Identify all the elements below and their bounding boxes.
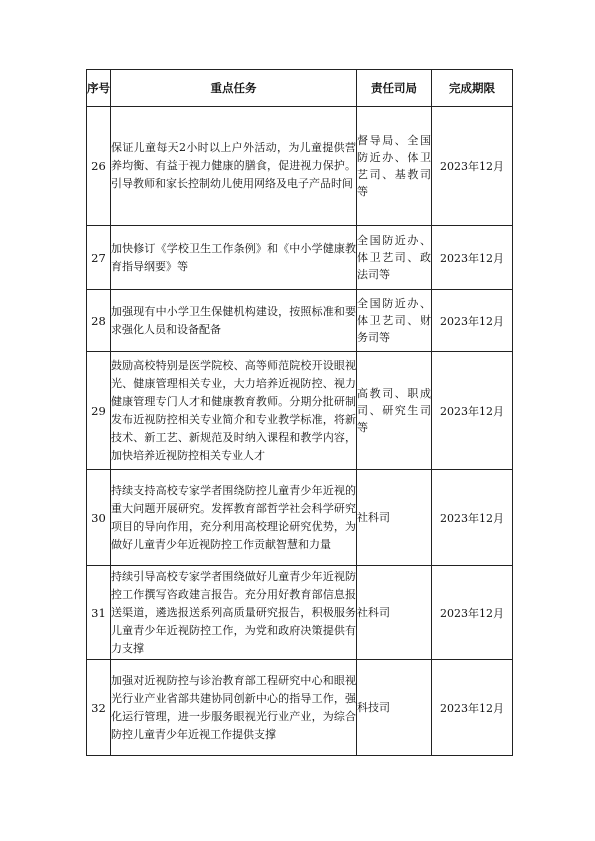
row-deadline: 2023年12月 (432, 566, 513, 660)
row-task: 持续引导高校专家学者围绕做好儿童青少年近视防控工作撰写咨政建言报告。充分用好教育部信息报送渠道，遴选报送系列高质量研究报告，积极服务儿童青少年近视防控工作，为党和政府决策提供有力支撑 (111, 566, 357, 660)
table-row (87, 226, 513, 290)
row-task: 鼓励高校特别是医学院校、高等师范院校开设眼视光、健康管理相关专业，大力培养近视防控、视力健康管理专门人才和健康教育教师。分期分批研制发布近视防控相关专业简介和专业教学标准，将新技术、新工艺、新规范及时纳入课程和教学内容，加快培养近视防控相关专业人才 (111, 352, 357, 470)
row-deadline: 2023年12月 (432, 290, 513, 352)
header-task: 重点任务 (111, 70, 357, 107)
row-dept: 全国防近办、体卫艺司、政法司等 (357, 226, 432, 290)
row-deadline: 2023年12月 (432, 226, 513, 290)
table-row (87, 107, 513, 226)
row-deadline: 2023年12月 (432, 660, 513, 756)
header-dept: 责任司局 (357, 70, 432, 107)
table-row (87, 470, 513, 566)
row-task: 保证儿童每天2小时以上户外活动，为儿童提供营养均衡、有益于视力健康的膳食，促进视力保护。引导教师和家长控制幼儿使用网络及电子产品时间 (111, 107, 357, 226)
row-dept: 督导局、全国防近办、体卫艺司、基教司等 (357, 107, 432, 226)
row-number: 32 (87, 660, 111, 756)
row-dept: 全国防近办、体卫艺司、财务司等 (357, 290, 432, 352)
header-seq: 序号 (87, 70, 111, 107)
row-number: 29 (87, 352, 111, 470)
row-dept: 社科司 (357, 470, 432, 566)
row-deadline: 2023年12月 (432, 352, 513, 470)
row-dept: 社科司 (357, 566, 432, 660)
table-row (87, 290, 513, 352)
row-task: 加强对近视防控与诊治教育部工程研究中心和眼视光行业产业省部共建协同创新中心的指导工作，强化运行管理，进一步服务眼视光行业产业，为综合防控儿童青少年近视工作提供支撑 (111, 660, 357, 756)
row-number: 31 (87, 566, 111, 660)
row-deadline: 2023年12月 (432, 107, 513, 226)
table-row (87, 566, 513, 660)
row-task: 加强现有中小学卫生保健机构建设，按照标准和要求强化人员和设备配备 (111, 290, 357, 352)
row-task: 持续支持高校专家学者围绕防控儿童青少年近视的重大问题开展研究。发挥教育部哲学社会科学研究项目的导向作用，充分利用高校理论研究优势，为做好儿童青少年近视防控工作贡献智慧和力量 (111, 470, 357, 566)
row-dept: 科技司 (357, 660, 432, 756)
key-tasks-table (86, 69, 513, 756)
table-header-row (87, 70, 513, 107)
row-task: 加快修订《学校卫生工作条例》和《中小学健康教育指导纲要》等 (111, 226, 357, 290)
row-number: 27 (87, 226, 111, 290)
table-row (87, 352, 513, 470)
table-row (87, 660, 513, 756)
row-deadline: 2023年12月 (432, 470, 513, 566)
row-number: 28 (87, 290, 111, 352)
row-number: 26 (87, 107, 111, 226)
row-number: 30 (87, 470, 111, 566)
header-deadline: 完成期限 (432, 70, 513, 107)
row-dept: 高教司、职成司、研究生司等 (357, 352, 432, 470)
